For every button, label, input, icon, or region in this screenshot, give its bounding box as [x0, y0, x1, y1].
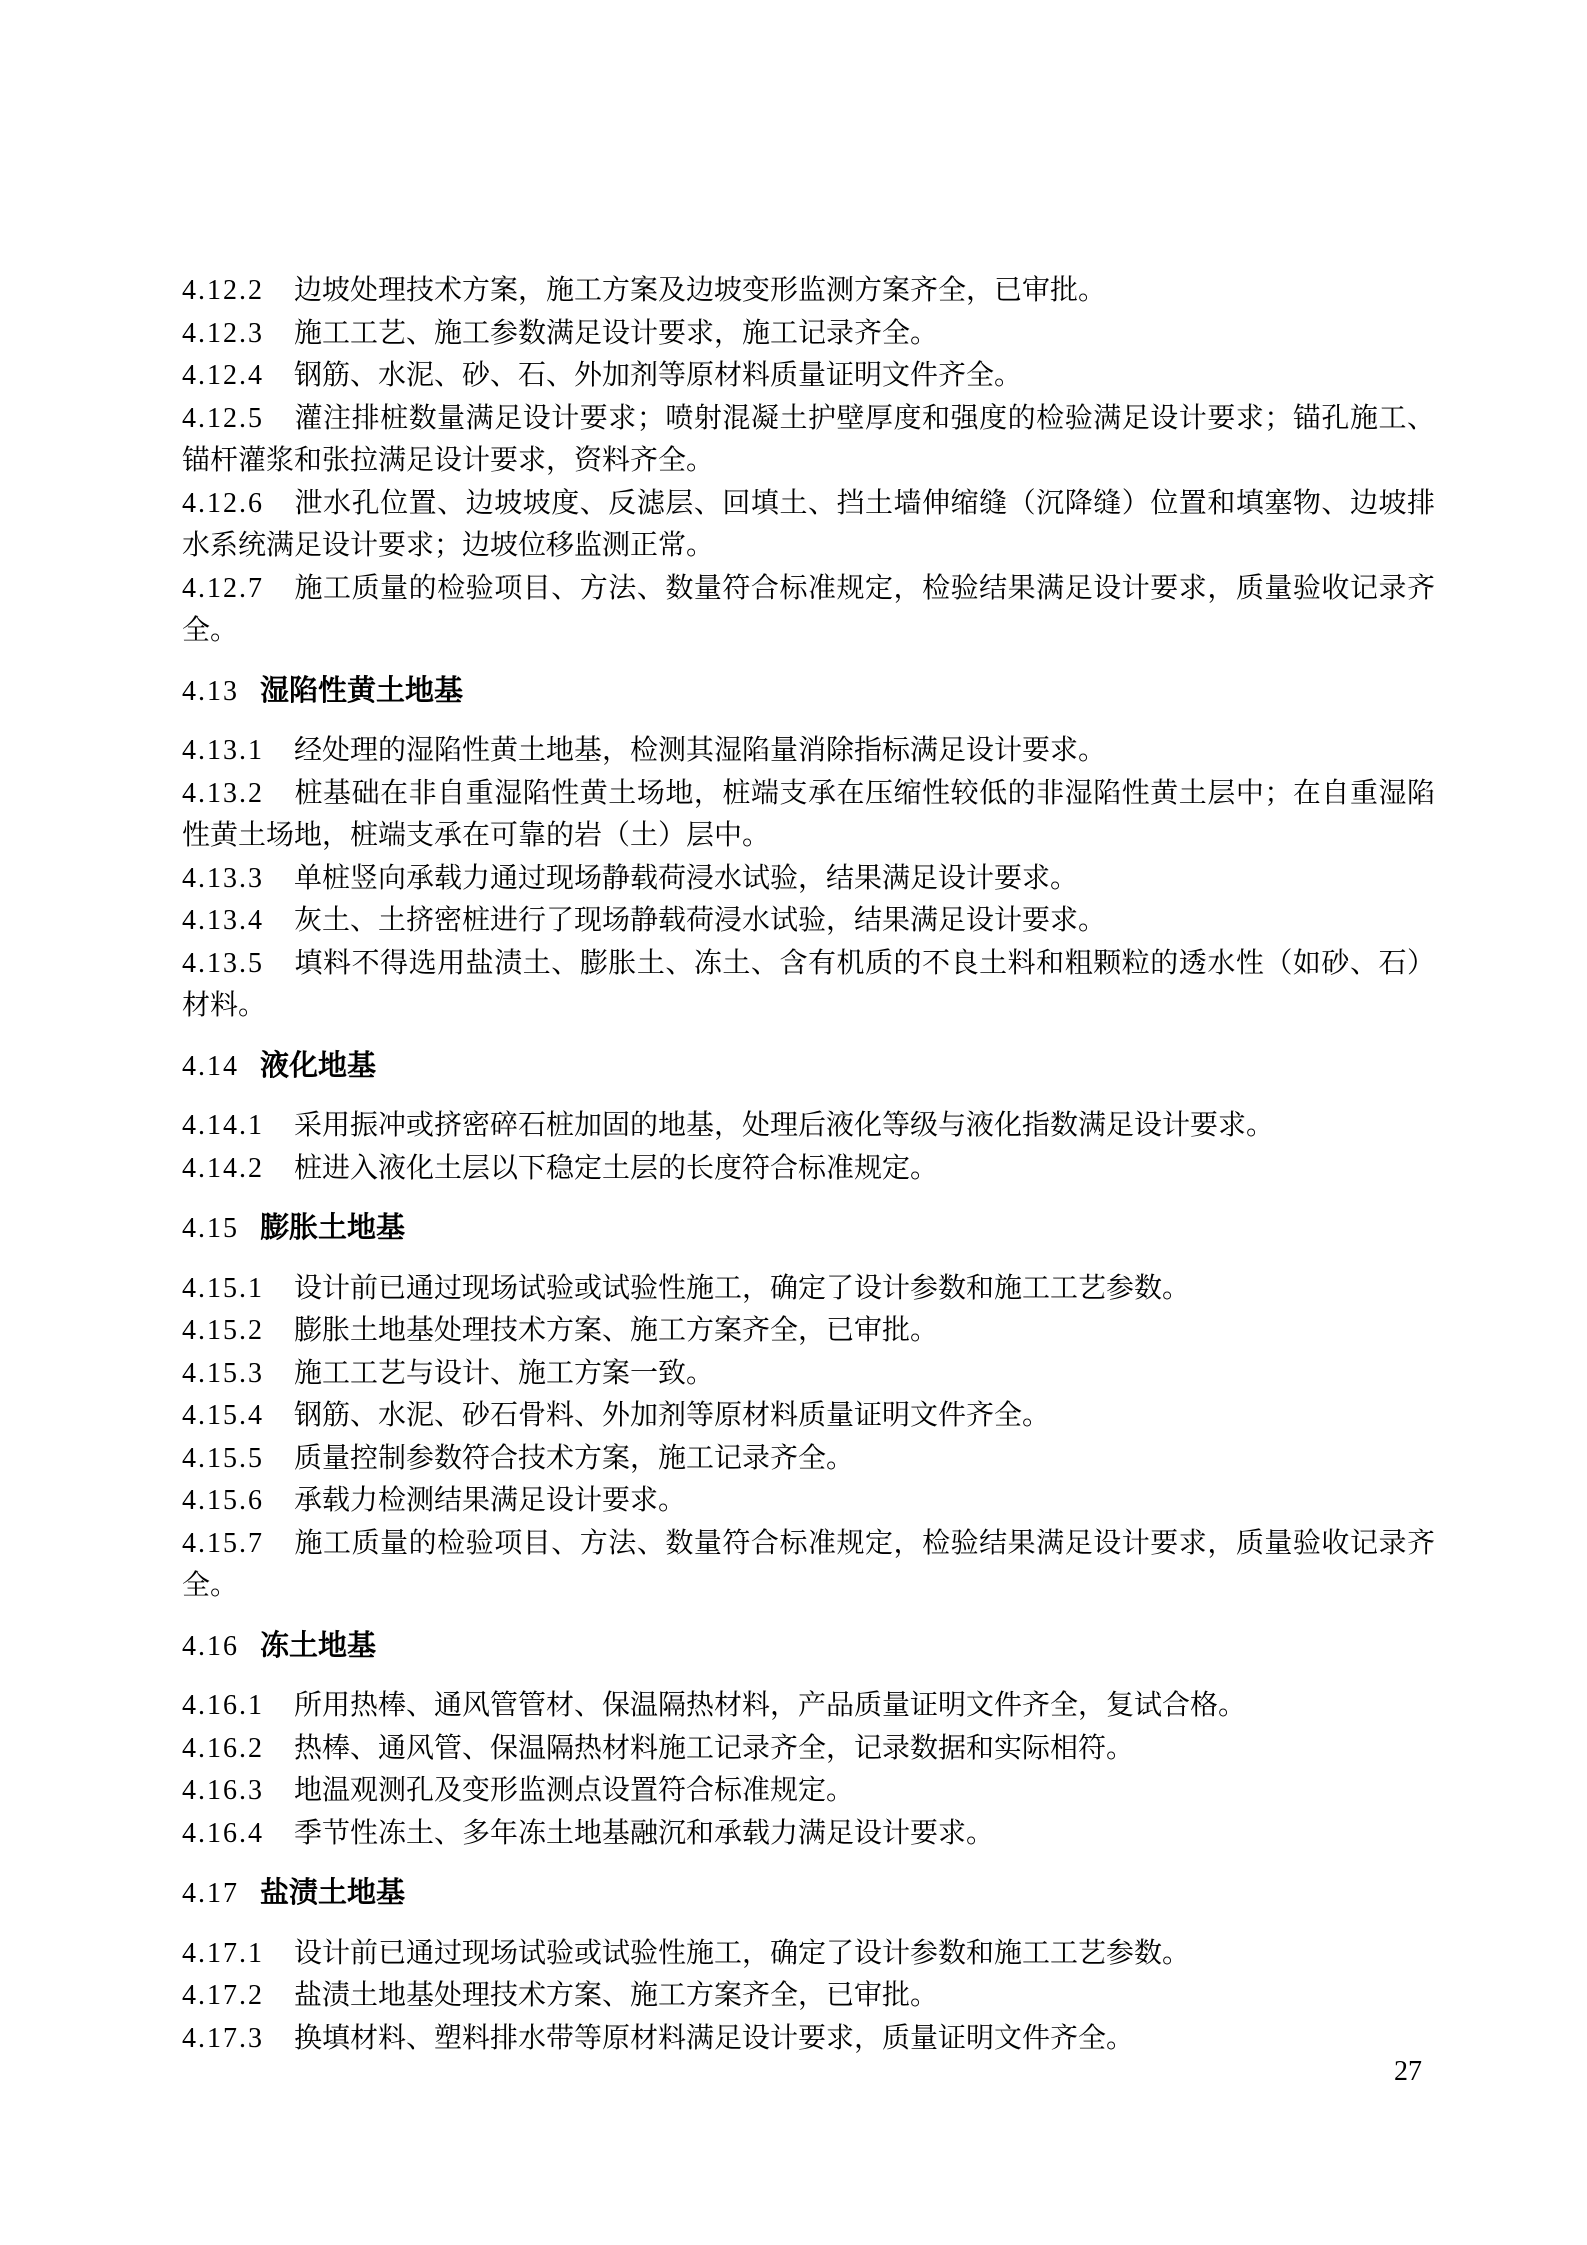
clause-number: 4.16.1 [182, 1690, 264, 1721]
clause-number: 4.15.7 [182, 1527, 264, 1559]
section-heading-4-13 [182, 670, 1435, 714]
clause-text: 换填材料、塑料排水带等原材料满足设计要求，质量证明文件齐全。 [294, 2022, 1135, 2054]
section-heading-4-16 [182, 1625, 1435, 1669]
clause-text: 质量控制参数符合技术方案，施工记录齐全。 [294, 1442, 855, 1474]
clause-number: 4.12.4 [182, 360, 264, 391]
clause-number: 4.14.2 [182, 1152, 264, 1184]
clause-number: 4.12.5 [182, 402, 264, 434]
clause-text: 钢筋、水泥、砂石骨料、外加剂等原材料质量证明文件齐全。 [294, 1400, 1051, 1431]
clause-text: 膨胀土地基处理技术方案、施工方案齐全，已审批。 [294, 1315, 939, 1346]
clause-number: 4.17.3 [182, 2022, 264, 2054]
clause-text: 热棒、通风管、保温隔热材料施工记录齐全，记录数据和实际相符。 [294, 1732, 1135, 1764]
clause-number: 4.17.2 [182, 1980, 264, 2011]
section-number: 4.17 [182, 1878, 239, 1909]
section-title: 液化地基 [260, 1049, 377, 1082]
clause-4-17-3 [182, 2018, 1435, 2061]
clause-text: 承载力检测结果满足设计要求。 [294, 1485, 687, 1516]
clause-4-16-4 [182, 1813, 1435, 1856]
clause-4-12-2 [182, 270, 1435, 313]
clause-text: 灰土、土挤密桩进行了现场静载荷浸水试验，结果满足设计要求。 [294, 905, 1107, 936]
clause-number: 4.15.1 [182, 1272, 264, 1304]
clause-number: 4.13.5 [182, 947, 264, 979]
section-title: 湿陷性黄土地基 [260, 674, 464, 707]
section-title: 盐渍土地基 [260, 1877, 406, 1909]
clause-text: 季节性冻土、多年冻土地基融沉和承载力满足设计要求。 [294, 1817, 995, 1849]
document-content [182, 270, 1435, 2060]
clause-text: 所用热棒、通风管管材、保温隔热材料，产品质量证明文件齐全，复试合格。 [294, 1690, 1247, 1721]
clause-text: 施工质量的检验项目、方法、数量符合标准规定，检验结果满足设计要求，质量验收记录齐全。 [182, 1527, 1435, 1601]
clause-4-15-3 [182, 1353, 1435, 1396]
clause-4-12-5 [182, 398, 1435, 483]
section-number: 4.14 [182, 1050, 239, 1082]
clause-4-17-2 [182, 1975, 1435, 2018]
clause-4-15-1 [182, 1268, 1435, 1311]
clause-4-13-5 [182, 943, 1435, 1028]
section-number: 4.15 [182, 1213, 239, 1244]
section-heading-4-15 [182, 1207, 1435, 1251]
clause-number: 4.15.5 [182, 1442, 264, 1474]
clause-4-12-6 [182, 483, 1435, 568]
clause-4-13-1 [182, 730, 1435, 773]
clause-4-12-4 [182, 355, 1435, 398]
clause-text: 设计前已通过现场试验或试验性施工，确定了设计参数和施工工艺参数。 [294, 1272, 1191, 1304]
clause-text: 桩基础在非自重湿陷性黄土场地，桩端支承在压缩性较低的非湿陷性黄土层中；在自重湿陷性黄土场地，桩端支承在可靠的岩（土）层中。 [182, 777, 1435, 851]
clause-number: 4.12.7 [182, 572, 264, 604]
clause-4-15-2 [182, 1310, 1435, 1353]
clause-4-12-3 [182, 313, 1435, 356]
clause-text: 泄水孔位置、边坡坡度、反滤层、回填土、挡土墙伸缩缝（沉降缝）位置和填塞物、边坡排水系统满足设计要求；边坡位移监测正常。 [182, 487, 1435, 561]
clause-number: 4.17.1 [182, 1937, 264, 1969]
section-title: 膨胀土地基 [260, 1212, 406, 1244]
clause-text: 边坡处理技术方案，施工方案及边坡变形监测方案齐全，已审批。 [294, 275, 1107, 306]
clause-4-16-1 [182, 1685, 1435, 1728]
clause-text: 施工质量的检验项目、方法、数量符合标准规定，检验结果满足设计要求，质量验收记录齐全。 [182, 572, 1435, 646]
clause-number: 4.16.3 [182, 1775, 264, 1806]
clause-number: 4.15.6 [182, 1485, 264, 1516]
clause-4-15-6 [182, 1480, 1435, 1523]
clause-number: 4.14.1 [182, 1110, 264, 1141]
clause-number: 4.15.2 [182, 1315, 264, 1346]
clause-text: 桩进入液化土层以下稳定土层的长度符合标准规定。 [294, 1152, 939, 1184]
clause-4-15-5 [182, 1438, 1435, 1481]
section-number: 4.16 [182, 1630, 239, 1662]
clause-text: 灌注排桩数量满足设计要求；喷射混凝土护壁厚度和强度的检验满足设计要求；锚孔施工、锚杆灌浆和张拉满足设计要求，资料齐全。 [182, 402, 1435, 476]
clause-number: 4.15.3 [182, 1357, 264, 1389]
clause-4-15-4 [182, 1395, 1435, 1438]
clause-text: 设计前已通过现场试验或试验性施工，确定了设计参数和施工工艺参数。 [294, 1937, 1191, 1969]
clause-text: 钢筋、水泥、砂、石、外加剂等原材料质量证明文件齐全。 [294, 360, 1023, 391]
section-title: 冻土地基 [260, 1629, 377, 1662]
section-number: 4.13 [182, 675, 239, 707]
clause-number: 4.13.4 [182, 905, 264, 936]
clause-text: 经处理的湿陷性黄土地基，检测其湿陷量消除指标满足设计要求。 [294, 735, 1107, 766]
clause-number: 4.12.6 [182, 487, 264, 519]
clause-4-13-3 [182, 858, 1435, 901]
clause-4-14-1 [182, 1105, 1435, 1148]
clause-4-16-2 [182, 1728, 1435, 1771]
clause-4-16-3 [182, 1770, 1435, 1813]
clause-number: 4.12.2 [182, 275, 264, 306]
clause-text: 填料不得选用盐渍土、膨胀土、冻土、含有机质的不良土料和粗颗粒的透水性（如砂、石）材料。 [182, 947, 1435, 1021]
clause-text: 地温观测孔及变形监测点设置符合标准规定。 [294, 1775, 855, 1806]
clause-4-13-4 [182, 900, 1435, 943]
clause-number: 4.13.2 [182, 777, 264, 809]
clause-number: 4.13.3 [182, 862, 264, 894]
clause-4-13-2 [182, 773, 1435, 858]
clause-number: 4.16.4 [182, 1817, 264, 1849]
section-heading-4-17 [182, 1872, 1435, 1916]
clause-4-15-7 [182, 1523, 1435, 1608]
clause-text: 施工工艺与设计、施工方案一致。 [294, 1357, 715, 1389]
clause-number: 4.12.3 [182, 317, 264, 349]
clause-text: 单桩竖向承载力通过现场静载荷浸水试验，结果满足设计要求。 [294, 862, 1079, 894]
clause-text: 采用振冲或挤密碎石桩加固的地基，处理后液化等级与液化指数满足设计要求。 [294, 1110, 1275, 1141]
clause-4-17-1 [182, 1933, 1435, 1976]
page-number: 27 [1394, 2056, 1422, 2087]
clause-text: 施工工艺、施工参数满足设计要求，施工记录齐全。 [294, 317, 939, 349]
clause-number: 4.16.2 [182, 1732, 264, 1764]
clause-4-12-7 [182, 568, 1435, 653]
clause-number: 4.13.1 [182, 735, 264, 766]
clause-number: 4.15.4 [182, 1400, 264, 1431]
section-heading-4-14 [182, 1045, 1435, 1089]
clause-text: 盐渍土地基处理技术方案、施工方案齐全，已审批。 [294, 1980, 939, 2011]
clause-4-14-2 [182, 1148, 1435, 1191]
